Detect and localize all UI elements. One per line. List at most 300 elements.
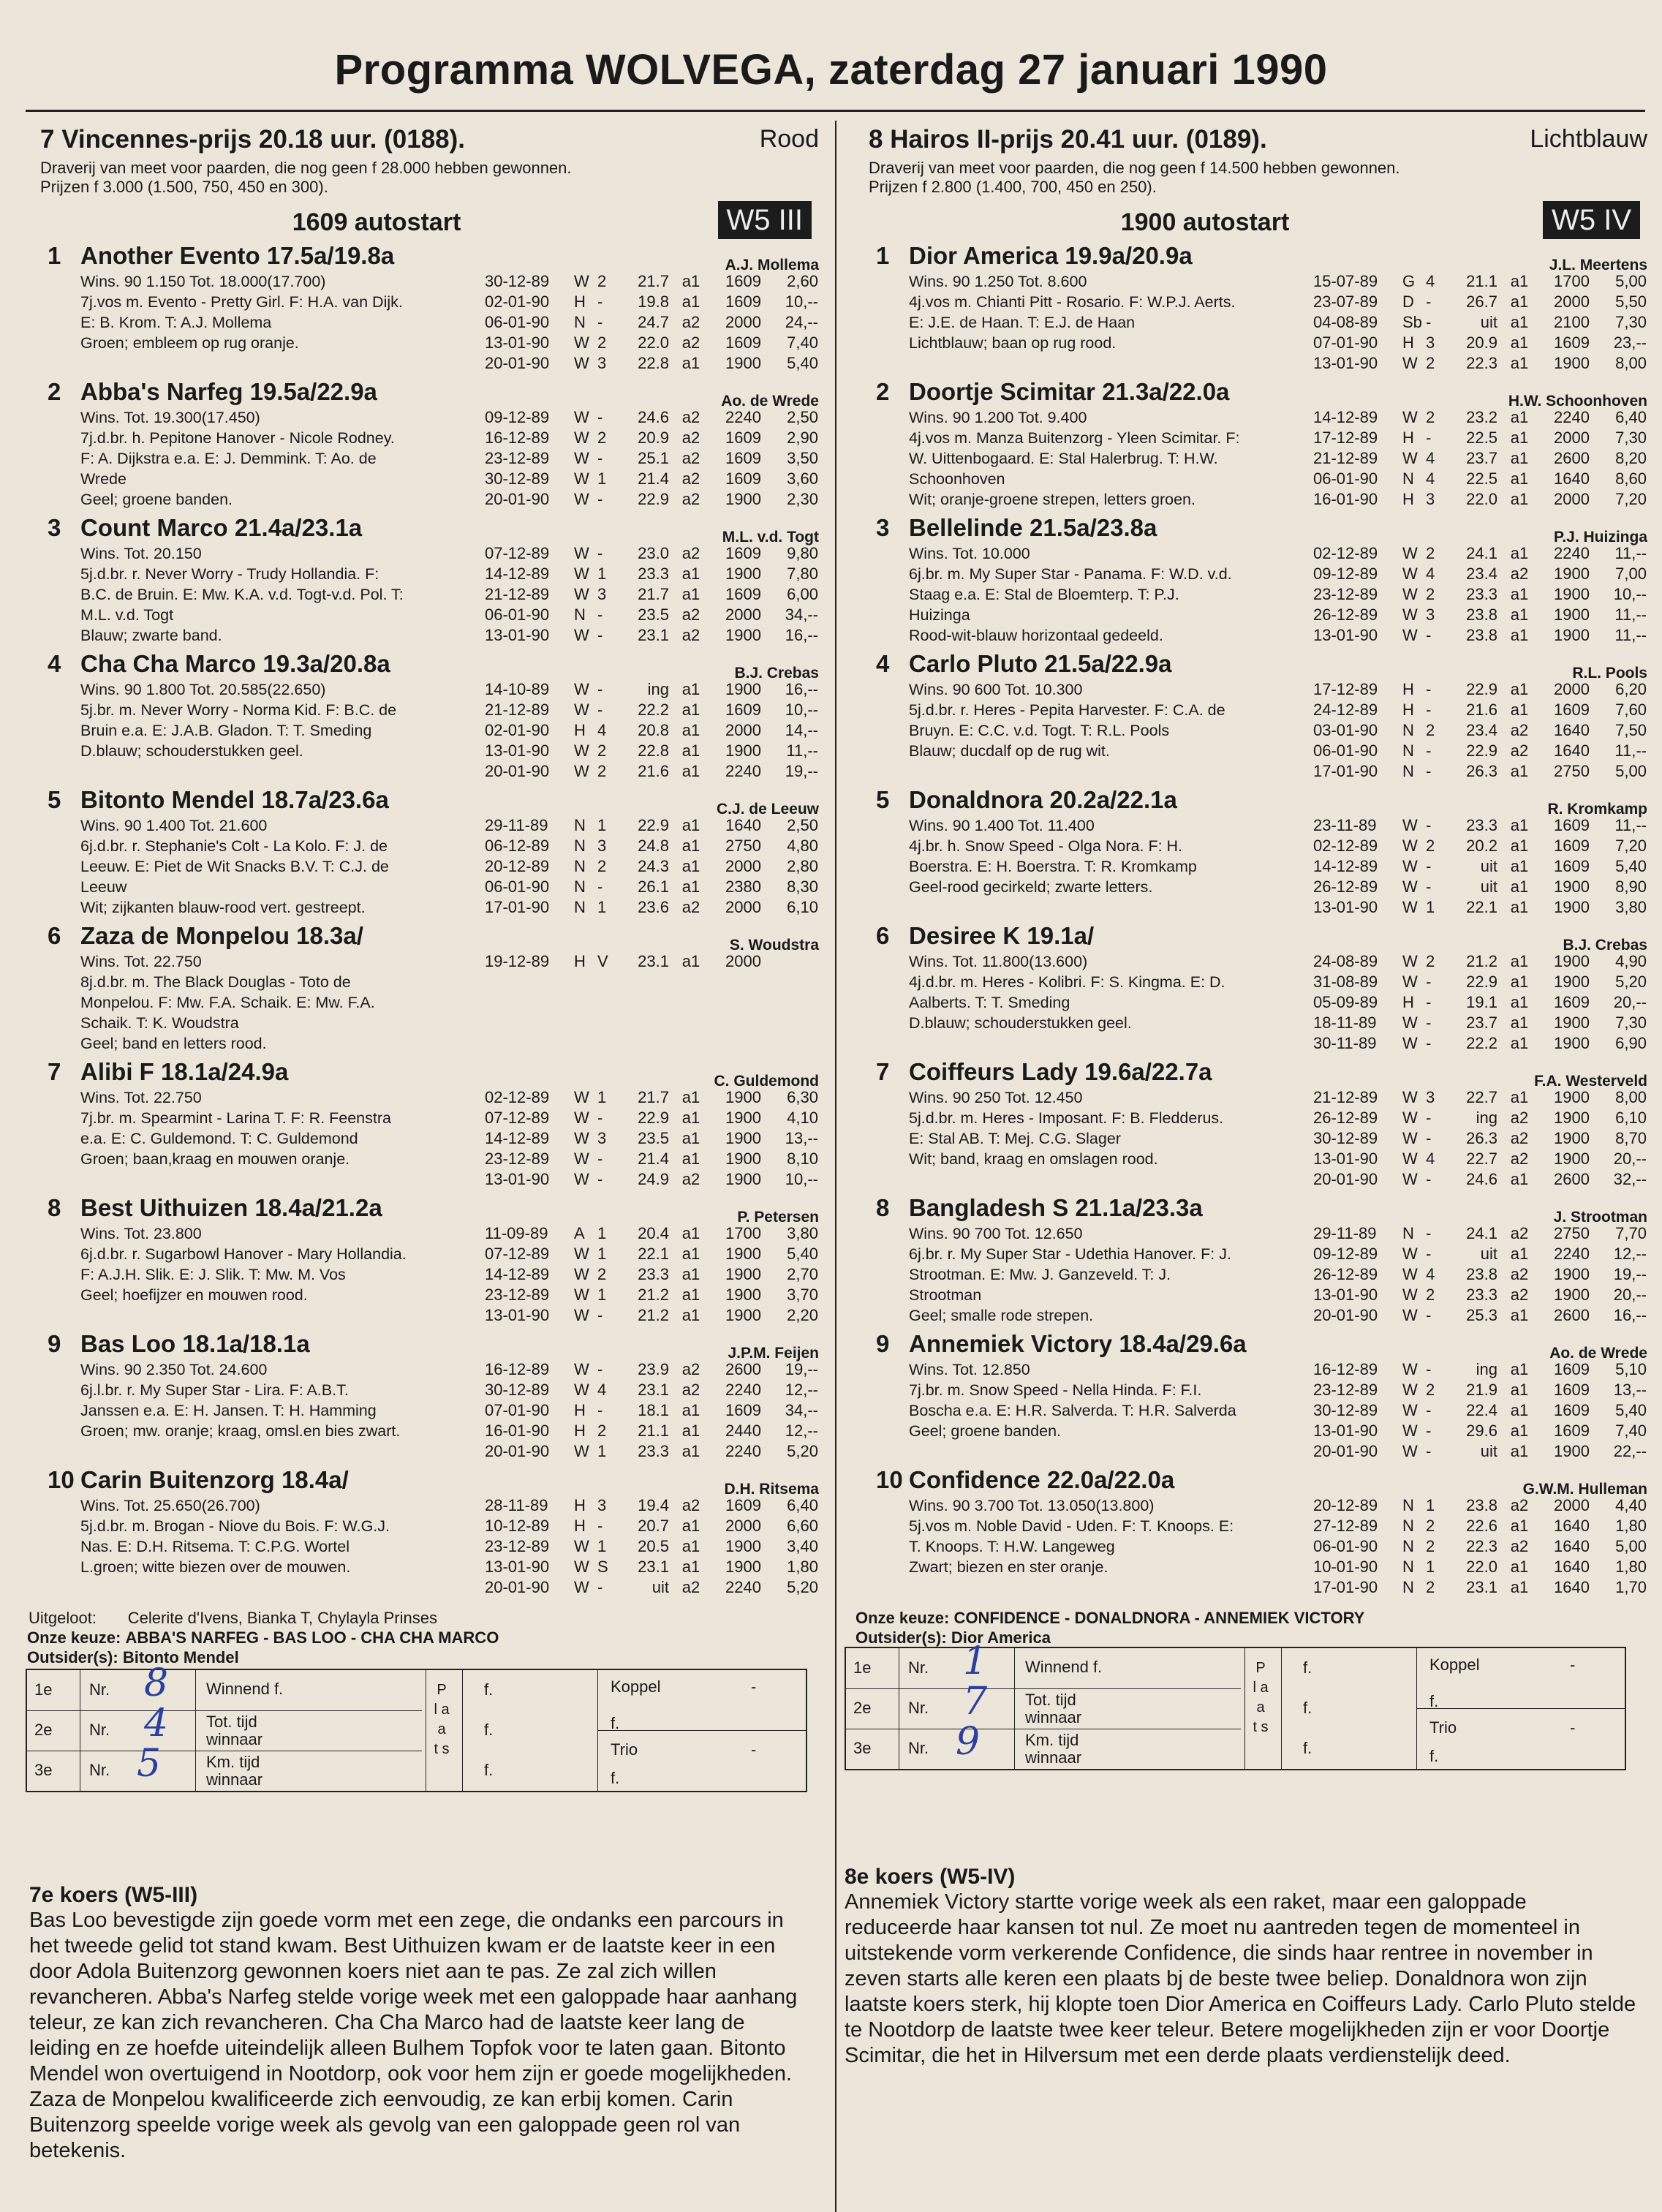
run-place: 2 [1426,1537,1435,1555]
run-odds: 7,40 [1615,1422,1647,1440]
run-start: a1 [1510,544,1529,562]
run-place: 4 [1426,565,1435,583]
run-date: 30-12-89 [1313,1129,1378,1147]
run-date: 30-12-89 [485,272,550,290]
run-place: 3 [1426,1088,1435,1106]
run-track: W [1402,952,1418,970]
run-odds: 6,40 [787,1496,818,1514]
horse-info-line: Wins. Tot. 22.750 [80,1089,202,1106]
horse-form [485,543,819,646]
run-date: 20-01-90 [1313,1170,1378,1188]
run-track: W [574,1558,589,1576]
form-row [1313,1285,1647,1305]
horse-info-line: 4j.vos m. Manza Buitenzorg - Yleen Scimitar. F: [909,429,1240,447]
form-row [485,761,819,782]
form-row [1313,1244,1647,1264]
race-distance: 1900 autostart [1120,208,1290,236]
run-distance: 1609 [1554,1401,1590,1419]
run-place: - [1426,313,1432,331]
run-place: 2 [1426,1578,1435,1596]
run-start: a1 [681,1265,700,1283]
run-track: H [574,1401,586,1419]
run-start: a1 [1510,857,1529,875]
horse-header [26,1330,819,1359]
horse-number: 1 [48,242,61,269]
run-time: 22.2 [638,701,669,719]
run-odds: 7,80 [787,565,818,583]
form-row [1313,1033,1647,1054]
run-date: 03-01-90 [1313,721,1378,739]
run-date: 21-12-89 [485,585,550,603]
run-place: - [1426,857,1432,875]
horse-info-line: Leeuw [80,878,127,896]
race-class-badge: W5 IV [1543,201,1640,239]
horse-info [80,815,490,918]
run-time: 23.5 [638,1129,669,1147]
run-date: 29-11-89 [1313,1224,1377,1242]
run-place: - [597,1150,603,1168]
horse-number: 5 [876,786,890,813]
run-date: 26-12-89 [1313,877,1378,896]
run-distance: 2000 [725,857,761,875]
horse-info-line: Leeuw. E: Piet de Wit Snacks B.V. T: C.J. de [80,858,389,875]
run-track: W [1402,1265,1418,1283]
run-time: uit [1480,857,1497,875]
run-place: 4 [1426,469,1435,488]
run-place: 2 [1426,354,1435,372]
horse-number: 8 [48,1194,61,1221]
form-row [1313,1441,1647,1462]
run-time: 23.9 [638,1360,669,1378]
race-header [26,121,819,159]
horse-info-line: Wins. 90 1.250 Tot. 8.600 [909,273,1087,290]
run-track: W [1402,1306,1418,1324]
run-time: 22.9 [1466,680,1497,698]
run-track: W [574,469,589,488]
horse-form [485,407,819,510]
handwritten-number[interactable]: 8 [144,1661,169,1705]
horse-name: Abba's Narfeg 19.5a/22.9a [80,378,377,405]
run-distance: 1900 [725,680,761,698]
run-track: N [574,898,586,916]
horse-info [909,1495,1318,1577]
horse-name: Desiree K 19.1a/ [909,922,1095,949]
run-start: a2 [681,1170,700,1188]
run-odds: 7,30 [1615,313,1647,331]
horse-info [909,815,1318,897]
horse-form [1313,815,1647,918]
run-time: 22.1 [638,1245,669,1263]
run-date: 18-11-89 [1313,1013,1377,1032]
form-row [1313,992,1647,1013]
horse-info-line: Wins. 90 1.400 Tot. 11.400 [909,817,1095,834]
horse-info-line: Geel-rood gecirkeld; zwarte letters. [909,878,1153,896]
run-distance: 2000 [725,605,761,624]
run-start: a1 [681,1306,700,1324]
run-date: 20-01-90 [485,354,550,372]
run-time: 23.1 [1466,1578,1497,1596]
run-track: W [574,1170,589,1188]
result-table [845,1639,1626,1770]
run-date: 24-08-89 [1313,952,1378,970]
run-odds: 5,40 [787,354,818,372]
run-time: 22.7 [1466,1088,1497,1106]
horse-header [854,514,1647,543]
run-date: 16-12-89 [485,1360,550,1378]
run-time: 23.3 [1466,816,1497,834]
run-place: 2 [1426,952,1435,970]
horse-header [26,1466,819,1495]
run-track: W [1402,1129,1418,1147]
run-distance: 2000 [725,721,761,739]
run-odds: 5,40 [1615,1401,1647,1419]
horse-info-line: 6j.d.br. r. Sugarbowl Hanover - Mary Hollandia. [80,1245,407,1263]
form-row [485,271,819,292]
form-row [485,741,819,761]
run-distance: 2000 [725,952,761,970]
horse-entry [26,1058,819,1190]
run-date: 27-12-89 [1313,1517,1378,1535]
run-distance: 1900 [725,1129,761,1147]
handwritten-number[interactable]: 4 [144,1702,169,1745]
horse-name: Bitonto Mendel 18.7a/23.6a [80,786,389,813]
plaats-amount-label: f. [1303,1658,1312,1677]
run-place: - [597,292,603,311]
run-place: - [597,1517,603,1535]
horse-info-line: Wins. 90 2.350 Tot. 24.600 [80,1361,268,1378]
horse-name: Alibi F 18.1a/24.9a [80,1058,289,1085]
run-time: 22.9 [638,1109,669,1127]
horse-info-line: 6j.br. m. My Super Star - Panama. F: W.D. v.d. [909,565,1232,583]
run-time: ing [1476,1109,1497,1127]
horse-driver: D.H. Ritsema [724,1481,819,1498]
run-distance: 1609 [725,1496,761,1514]
horse-info-line: W. Uittenbogaard. E: Stal Halerbrug. T: H.W. [909,450,1218,467]
column-divider [835,121,836,2212]
horse-body [26,257,819,374]
run-start: a1 [1510,1013,1529,1032]
run-track: W [1402,449,1418,467]
run-distance: 1640 [1554,469,1590,488]
form-row [1313,856,1647,877]
form-row [485,1557,819,1577]
form-row [1313,1087,1647,1108]
run-date: 16-12-89 [485,429,550,447]
run-start: a1 [681,1088,700,1106]
run-start: a1 [681,952,700,970]
run-date: 26-12-89 [1313,1109,1378,1127]
form-row [1313,1169,1647,1190]
run-date: 26-12-89 [1313,605,1378,624]
run-distance: 1900 [725,1088,761,1106]
run-track: W [574,490,589,508]
outsider-label: Outsider(s): [27,1648,118,1666]
run-distance: 1900 [725,1150,761,1168]
horse-info [80,679,490,761]
run-date: 17-01-90 [1313,762,1378,780]
horse-info [80,271,490,353]
uitgeloot-value: Celerite d'Ivens, Bianka T, Chylayla Prinses [127,1609,437,1627]
run-date: 09-12-89 [485,408,550,426]
form-row [485,1285,819,1305]
horse-info-line: 7j.br. m. Spearmint - Larina T. F: R. Feenstra [80,1109,391,1127]
run-odds: 7,00 [1615,565,1647,583]
run-time: 21.6 [1466,701,1497,719]
form-row [485,700,819,720]
run-start: a2 [1510,565,1529,583]
run-track: W [1402,1150,1418,1168]
horse-form [485,951,819,1054]
horse-entry [854,1194,1647,1326]
run-place: - [1426,1360,1432,1378]
horse-body [854,529,1647,646]
run-time: 19.8 [638,292,669,311]
run-odds: 2,30 [787,490,818,508]
horse-name: Confidence 22.0a/22.0a [909,1466,1175,1493]
horse-body [26,937,819,1054]
run-start: a1 [1510,1442,1529,1460]
run-place: - [1426,680,1432,698]
run-track: W [574,565,589,583]
run-place: 1 [597,1286,607,1304]
run-track: W [1402,837,1418,855]
run-odds: 11,-- [1614,626,1647,644]
run-start: a1 [1510,701,1529,719]
run-time: 20.2 [1466,837,1497,855]
form-row [485,1149,819,1169]
horse-entry [26,242,819,374]
run-date: 20-01-90 [485,1442,550,1460]
run-date: 21-12-89 [1313,1088,1378,1106]
form-row [485,1128,819,1149]
horse-info-line: Monpelou. F: Mw. F.A. Schaik. E: Mw. F.A. [80,994,375,1011]
run-start: a1 [681,272,700,290]
horse-info-line: Groen; embleem op rug oranje. [80,334,299,352]
horse-info-line: Zwart; biezen en ster oranje. [909,1558,1108,1576]
run-place: - [1426,1422,1432,1440]
run-date: 30-12-89 [1313,1401,1378,1419]
run-time: uit [651,1578,669,1596]
koppel-dash: - [751,1677,757,1696]
run-date: 17-12-89 [1313,429,1378,447]
horse-info [80,1223,490,1305]
run-track: W [574,354,589,372]
run-odds: 5,00 [1615,1537,1647,1555]
handwritten-number[interactable]: 5 [137,1742,162,1786]
form-row [1313,1536,1647,1557]
run-date: 07-01-90 [485,1401,550,1419]
run-start: a2 [681,429,700,447]
run-track: W [574,1578,589,1596]
run-start: a1 [681,837,700,855]
handwritten-number[interactable]: 1 [963,1639,988,1683]
run-date: 05-09-89 [1313,993,1378,1011]
horse-info-line: Wins. Tot. 23.800 [80,1225,202,1242]
run-start: a2 [1510,1109,1529,1127]
result-nr-label: Nr. [89,1721,110,1739]
handwritten-number[interactable]: 9 [956,1720,981,1764]
run-odds: 5,40 [1615,857,1647,875]
form-row [1313,407,1647,428]
horse-header [26,242,819,271]
run-start: a1 [681,565,700,583]
run-time: 22.0 [638,333,669,352]
run-distance: 1900 [1554,1088,1590,1106]
run-distance: 2000 [1554,680,1590,698]
run-time: 22.0 [1466,1558,1497,1576]
run-start: a1 [1510,585,1529,603]
run-date: 13-01-90 [485,1170,550,1188]
run-start: a2 [681,544,700,562]
koppel-trio-divider [1416,1708,1625,1709]
horse-entry [854,1466,1647,1598]
run-odds: 12,-- [785,1422,818,1440]
form-row [1313,972,1647,992]
run-distance: 2240 [725,762,761,780]
horse-info-line: Wit; oranje-groene strepen, letters groen. [909,491,1195,508]
run-date: 15-07-89 [1313,272,1378,290]
run-place: - [597,1578,603,1596]
run-place: 2 [1426,585,1435,603]
run-track: W [574,1129,589,1147]
run-start: a2 [681,469,700,488]
run-time: 23.2 [1466,408,1497,426]
result-position: 1e [853,1658,872,1677]
horse-body [854,1345,1647,1462]
horse-name: Annemiek Victory 18.4a/29.6a [909,1330,1247,1357]
run-place: - [1426,816,1432,834]
run-place: S [597,1558,608,1576]
horse-name: Bangladesh S 21.1a/23.3a [909,1194,1203,1221]
run-track: W [574,585,589,603]
form-row [1313,761,1647,782]
horse-info [909,271,1318,353]
run-time: 23.3 [1466,585,1497,603]
run-start: a1 [1510,490,1529,508]
run-place: 2 [1426,1381,1435,1399]
race-color: Rood [759,125,819,153]
run-track: W [1402,585,1418,603]
koppel-label: Koppel [611,1677,661,1696]
run-distance: 1609 [725,272,761,290]
result-row [846,1720,1241,1769]
run-start: a2 [681,1496,700,1514]
form-row [1313,448,1647,469]
run-odds: 2,70 [787,1265,818,1283]
run-start: a1 [681,680,700,698]
horse-number: 9 [876,1330,890,1357]
run-odds: 7,40 [787,333,818,352]
horse-name: Another Evento 17.5a/19.8a [80,242,395,269]
run-distance: 1900 [1554,898,1590,916]
run-time: uit [1480,1442,1497,1460]
run-time: 21.2 [638,1306,669,1324]
run-distance: 1700 [725,1224,761,1242]
run-odds: 16,-- [785,680,818,698]
form-row [1313,1557,1647,1577]
commentary-article [845,1865,1638,2069]
run-distance: 1900 [725,490,761,508]
plaats-amount-label: f. [1303,1699,1312,1717]
run-time: 23.8 [1466,1265,1497,1283]
horse-info-line: F: A.J.H. Slik. E: J. Slik. T: Mw. M. Vos [80,1266,346,1283]
run-time: 23.1 [638,1558,669,1576]
run-track: H [574,292,586,311]
run-distance: 1900 [1554,565,1590,583]
handwritten-number[interactable]: 7 [963,1680,988,1724]
result-row [27,1742,422,1791]
trio-dash: - [751,1740,757,1759]
horse-form [1313,1087,1647,1190]
run-date: 06-01-90 [485,605,550,624]
run-date: 06-01-90 [1313,1537,1378,1555]
run-time: 23.1 [638,626,669,644]
run-distance: 2240 [1554,544,1590,562]
run-time: 21.2 [1466,952,1497,970]
form-row [485,448,819,469]
run-date: 13-01-90 [485,333,550,352]
horse-info [80,407,490,510]
run-odds: 20,-- [1613,993,1647,1011]
horse-info-line: 6j.l.br. r. My Super Star - Lira. F: A.B.T. [80,1381,349,1399]
run-distance: 1609 [725,544,761,562]
horse-header [26,514,819,543]
koppel-amount-label: f. [611,1714,620,1732]
run-place: - [1426,1306,1432,1324]
horse-number: 6 [876,922,890,949]
result-position: 2e [853,1699,872,1717]
run-distance: 2000 [1554,490,1590,508]
form-row [485,489,819,510]
outsider-value: Bitonto Mendel [122,1648,239,1666]
run-odds: 8,20 [1615,449,1647,467]
run-distance: 1900 [725,626,761,644]
horse-info-line: Wins. 90 600 Tot. 10.300 [909,681,1083,698]
run-start: a1 [681,877,700,896]
run-time: 24.1 [1466,544,1497,562]
horse-entry [26,514,819,646]
run-distance: 1609 [1554,1360,1590,1378]
horse-info-line: 7j.vos m. Evento - Pretty Girl. F: H.A. van Dijk. [80,293,403,311]
run-place: - [597,605,603,624]
run-distance: 2000 [725,313,761,331]
run-start: a1 [1510,1170,1529,1188]
run-place: 3 [1426,333,1435,352]
koppel-trio-divider [597,1730,806,1731]
run-time: 20.9 [1466,333,1497,352]
horse-form [485,679,819,782]
run-track: W [574,272,589,290]
run-time: 22.1 [1466,898,1497,916]
run-track: W [574,1088,589,1106]
form-row [1313,815,1647,836]
run-date: 17-12-89 [1313,680,1378,698]
our-choice-value: CONFIDENCE - DONALDNORA - ANNEMIEK VICTORY [953,1609,1365,1627]
form-row [485,836,819,856]
horse-info-line: Geel; groene banden. [909,1422,1061,1440]
run-odds: 14,-- [785,721,818,739]
run-track: N [1402,762,1414,780]
run-time: 26.3 [1466,762,1497,780]
run-date: 20-12-89 [1313,1496,1378,1514]
horse-header [854,922,1647,951]
run-distance: 2240 [1554,408,1590,426]
horse-form [1313,1359,1647,1462]
horse-info-line: E: Stal AB. T: Mej. C.G. Slager [909,1130,1121,1147]
horse-info-line: Lichtblauw; baan op rug rood. [909,334,1117,352]
form-row [1313,1013,1647,1033]
form-row [485,605,819,625]
